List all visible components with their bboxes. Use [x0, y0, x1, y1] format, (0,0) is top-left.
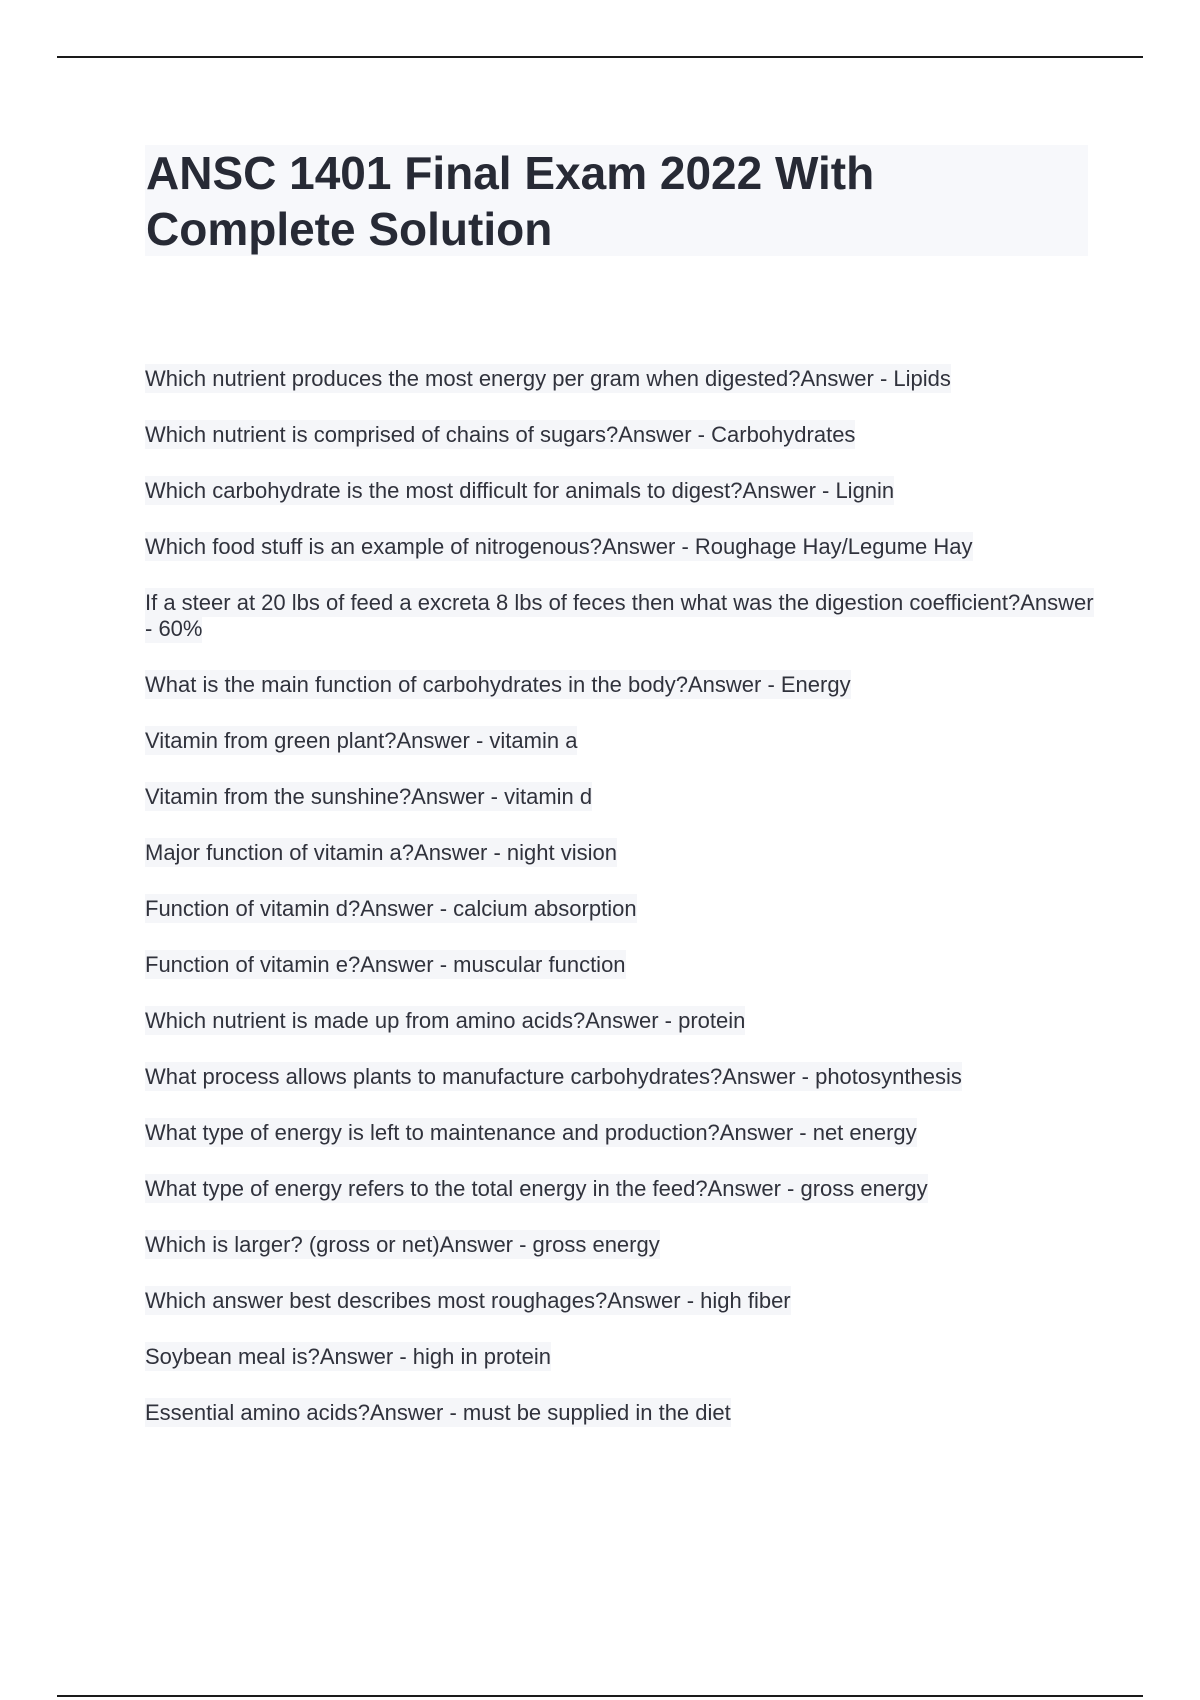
qa-text: Soybean meal is?Answer - high in protein	[145, 1344, 552, 1369]
qa-item	[145, 1288, 1105, 1344]
qa-item	[145, 1232, 1105, 1288]
qa-item	[145, 366, 1105, 422]
qa-item	[145, 952, 1105, 1008]
qa-text: Which answer best describes most roughages?Answer - high fiber	[145, 1288, 791, 1313]
qa-item	[145, 590, 1105, 672]
qa-item	[145, 534, 1105, 590]
qa-text: What is the main function of carbohydrates in the body?Answer - Energy	[145, 672, 851, 697]
qa-item	[145, 840, 1105, 896]
qa-text: Function of vitamin d?Answer - calcium absorption	[145, 896, 637, 921]
qa-list	[145, 366, 1105, 1456]
qa-text: Vitamin from green plant?Answer - vitamin a	[145, 728, 578, 753]
qa-item	[145, 1176, 1105, 1232]
qa-text: What process allows plants to manufacture carbohydrates?Answer - photosynthesis	[145, 1064, 962, 1089]
qa-text: Which nutrient is comprised of chains of sugars?Answer - Carbohydrates	[145, 422, 856, 447]
qa-item	[145, 728, 1105, 784]
qa-text: Which is larger? (gross or net)Answer - gross energy	[145, 1232, 660, 1257]
qa-item	[145, 1400, 1105, 1456]
qa-text: Which nutrient is made up from amino acids?Answer - protein	[145, 1008, 746, 1033]
qa-item	[145, 422, 1105, 478]
qa-text: Which carbohydrate is the most difficult for animals to digest?Answer - Lignin	[145, 478, 895, 503]
qa-item	[145, 1064, 1105, 1120]
bottom-rule	[57, 1695, 1143, 1697]
qa-item	[145, 784, 1105, 840]
qa-text: Which food stuff is an example of nitrogenous?Answer - Roughage Hay/Legume Hay	[145, 534, 973, 559]
qa-text: Function of vitamin e?Answer - muscular function	[145, 952, 626, 977]
qa-text: Essential amino acids?Answer - must be supplied in the diet	[145, 1400, 731, 1425]
qa-item	[145, 1344, 1105, 1400]
qa-text: Major function of vitamin a?Answer - night vision	[145, 840, 617, 865]
qa-text: Which nutrient produces the most energy per gram when digested?Answer - Lipids	[145, 366, 951, 391]
qa-text: If a steer at 20 lbs of feed a excreta 8 lbs of feces then what was the digestion coefficient?Answer - 60%	[145, 590, 1094, 641]
qa-text: What type of energy is left to maintenance and production?Answer - net energy	[145, 1120, 917, 1145]
top-rule	[57, 56, 1143, 58]
qa-item	[145, 672, 1105, 728]
title-block	[145, 145, 1088, 256]
qa-item	[145, 478, 1105, 534]
qa-item	[145, 896, 1105, 952]
qa-item	[145, 1120, 1105, 1176]
document-title: ANSC 1401 Final Exam 2022 With Complete Solution	[146, 147, 875, 255]
qa-item	[145, 1008, 1105, 1064]
qa-text: Vitamin from the sunshine?Answer - vitamin d	[145, 784, 593, 809]
qa-text: What type of energy refers to the total energy in the feed?Answer - gross energy	[145, 1176, 928, 1201]
